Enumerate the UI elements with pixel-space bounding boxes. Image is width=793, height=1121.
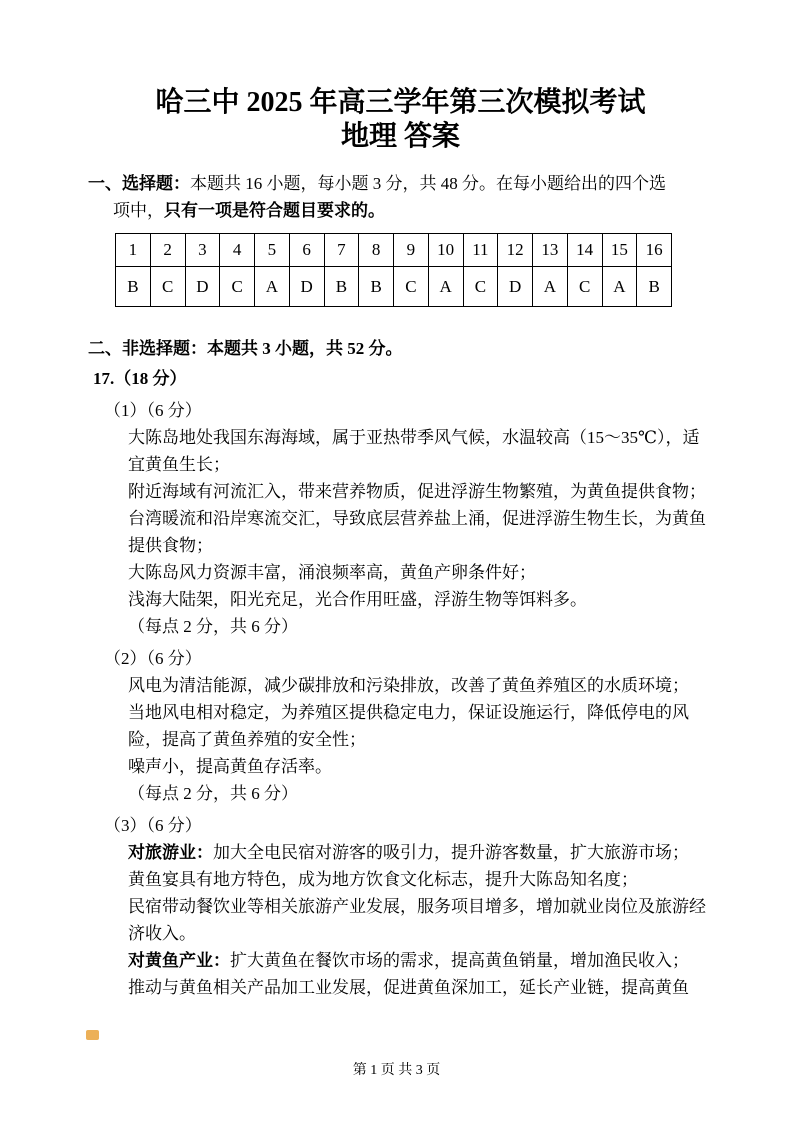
answer-table	[115, 233, 672, 307]
answer-point: 噪声小，提高黄鱼存活率。	[128, 757, 332, 776]
answer-cell: C	[150, 267, 185, 307]
question-number-cell: 13	[533, 234, 568, 267]
point-text: 扩大黄鱼在餐饮市场的需求，提高黄鱼销量，增加渔民收入；	[230, 951, 689, 970]
answer-cell: D	[185, 267, 220, 307]
answer-cell: C	[463, 267, 498, 307]
answer-point: 台湾暖流和沿岸寒流交汇，导致底层营养盐上涌，促进浮游生物生长，为黄鱼提供食物；	[128, 509, 706, 555]
question-number-cell: 7	[324, 234, 359, 267]
answer-point: 大陈岛地处我国东海海域，属于亚热带季风气候，水温较高（15～35℃），适宜黄鱼生长；	[128, 428, 700, 474]
question-number-cell: 6	[289, 234, 324, 267]
question-number-cell: 1	[116, 234, 151, 267]
answer-point	[128, 839, 713, 866]
question-number-row	[116, 234, 672, 267]
exam-title: 哈三中 2025 年高三学年第三次模拟考试	[155, 87, 646, 118]
question-number-cell: 3	[185, 234, 220, 267]
answer-cell: A	[533, 267, 568, 307]
q17-part1-answer	[128, 424, 713, 640]
answer-cell: B	[116, 267, 151, 307]
question-number-cell: 16	[637, 234, 672, 267]
choice-heading-line1	[88, 170, 713, 197]
point-text: 加大全电民宿对游客的吸引力，提升游客数量，扩大旅游市场；	[213, 843, 689, 862]
point-bold-prefix: 对旅游业：	[128, 843, 213, 862]
choice-heading-line2-bold: 只有一项是符合题目要求的。	[164, 201, 385, 220]
q17-part1-label: （1）（6 分）	[104, 401, 202, 420]
score-note: （每点 2 分，共 6 分）	[128, 617, 298, 636]
answer-cell: D	[289, 267, 324, 307]
answer-cell: B	[359, 267, 394, 307]
question-number-cell: 4	[220, 234, 255, 267]
exam-subtitle: 地理 答案	[340, 121, 460, 152]
choice-heading-line2	[113, 197, 713, 224]
answer-cell: B	[637, 267, 672, 307]
answer-point: 当地风电相对稳定，为养殖区提供稳定电力，保证设施运行，降低停电的风险，提高了黄鱼养殖的安全性；	[128, 703, 689, 749]
answer-point: 风电为清洁能源，减少碳排放和污染排放，改善了黄鱼养殖区的水质环境；	[128, 676, 689, 695]
choice-heading-line2-text: 项中，	[113, 201, 164, 220]
answer-point: 附近海域有河流汇入，带来营养物质，促进浮游生物繁殖，为黄鱼提供食物；	[128, 482, 706, 501]
choice-section-heading	[88, 170, 713, 224]
choice-heading-label: 一、选择题：	[88, 174, 190, 193]
page-footer: 第 1 页 共 3 页	[352, 1063, 441, 1078]
q17-part3-label: （3）（6 分）	[104, 816, 202, 835]
choice-heading-text: 本题共 16 小题，每小题 3 分，共 48 分。在每小题给出的四个选	[190, 174, 666, 193]
question-number-cell: 11	[463, 234, 498, 267]
stray-orange-mark	[86, 1030, 99, 1040]
q17-part2-answer	[128, 672, 713, 807]
free-response-section-heading: 二、非选择题：本题共 3 小题，共 52 分。	[88, 339, 403, 358]
question-number-cell: 2	[150, 234, 185, 267]
point-text: 黄鱼宴具有地方特色，成为地方饮食文化标志，提升大陈岛知名度；	[128, 870, 638, 889]
question-number-cell: 15	[602, 234, 637, 267]
question-number-cell: 14	[567, 234, 602, 267]
answer-cell: C	[567, 267, 602, 307]
answer-row	[116, 267, 672, 307]
answer-cell: C	[394, 267, 429, 307]
answer-point: 浅海大陆架，阳光充足，光合作用旺盛，浮游生物等饵料多。	[128, 590, 587, 609]
answer-cell: A	[602, 267, 637, 307]
answer-point	[128, 947, 713, 974]
answer-cell: D	[498, 267, 533, 307]
point-text: 民宿带动餐饮业等相关旅游产业发展，服务项目增多，增加就业岗位及旅游经济收入。	[128, 897, 706, 943]
q17-part3-answer	[128, 839, 713, 1001]
q17-part2-label: （2）（6 分）	[104, 649, 202, 668]
answer-cell: B	[324, 267, 359, 307]
question-17-label: 17.（18 分）	[93, 369, 187, 388]
answer-point: 大陈岛风力资源丰富，涌浪频率高，黄鱼产卵条件好；	[128, 563, 536, 582]
point-bold-prefix: 对黄鱼产业：	[128, 951, 230, 970]
score-note: （每点 2 分，共 6 分）	[128, 784, 298, 803]
answer-cell: A	[255, 267, 290, 307]
answer-cell: C	[220, 267, 255, 307]
answer-point	[128, 974, 713, 1001]
question-number-cell: 10	[428, 234, 463, 267]
point-text: 推动与黄鱼相关产品加工业发展，促进黄鱼深加工，延长产业链，提高黄鱼	[128, 978, 689, 997]
question-number-cell: 8	[359, 234, 394, 267]
question-number-cell: 12	[498, 234, 533, 267]
answer-point	[128, 893, 713, 947]
answer-point	[128, 866, 713, 893]
question-number-cell: 5	[255, 234, 290, 267]
question-number-cell: 9	[394, 234, 429, 267]
answer-cell: A	[428, 267, 463, 307]
